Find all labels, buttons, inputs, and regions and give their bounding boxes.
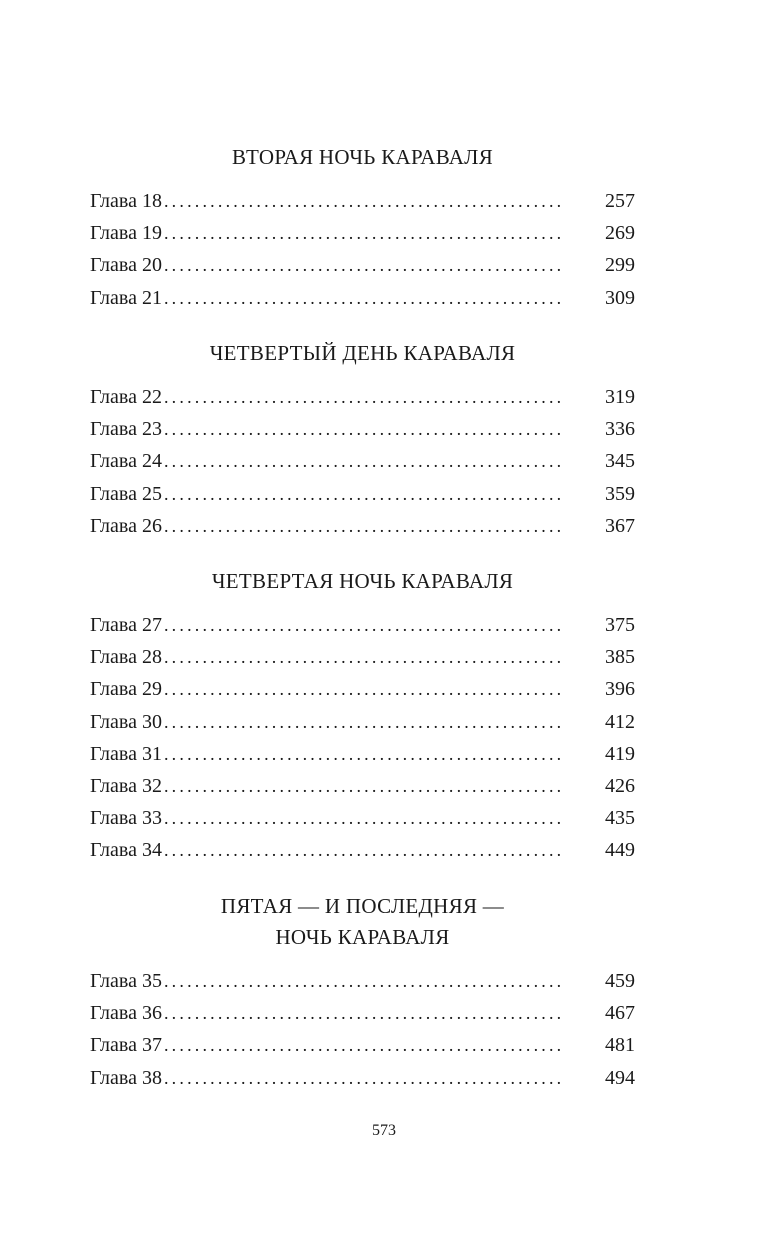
toc-entry	[90, 965, 635, 997]
dot-leader	[164, 997, 565, 1029]
chapter-label: Глава 18	[90, 190, 162, 212]
toc-entry	[90, 641, 635, 673]
section-title	[90, 891, 635, 953]
toc-entry	[90, 997, 635, 1029]
dot-leader	[164, 770, 565, 802]
dot-leader	[164, 478, 565, 510]
chapter-label: Глава 30	[90, 710, 162, 733]
dot-leader	[164, 965, 565, 997]
chapter-label: Глава 36	[90, 1002, 162, 1025]
page-number: 467	[605, 1002, 635, 1025]
chapter-label: Глава 19	[90, 222, 162, 245]
dot-leader	[164, 834, 565, 866]
page-number: 396	[605, 678, 635, 701]
page-number: 345	[605, 450, 635, 473]
page-number: 419	[605, 742, 635, 765]
page-number: 359	[605, 482, 635, 505]
toc-entry	[90, 738, 635, 770]
section-title	[90, 142, 635, 173]
page-number: 336	[605, 418, 635, 441]
chapter-label: Глава 21	[90, 286, 162, 309]
page-number: 494	[605, 1066, 635, 1089]
dot-leader	[164, 445, 565, 477]
page-number: 375	[605, 614, 635, 636]
page-number: 435	[605, 807, 635, 830]
chapter-label: Глава 33	[90, 807, 162, 830]
page-number: 319	[605, 386, 635, 408]
chapter-label: Глава 29	[90, 678, 162, 701]
page-number: 269	[605, 222, 635, 245]
chapter-label: Глава 22	[90, 386, 162, 408]
toc-entry	[90, 217, 635, 249]
page-number: 367	[605, 514, 635, 537]
page-number: 309	[605, 286, 635, 309]
section-title-line: ПЯТАЯ — И ПОСЛЕДНЯЯ —	[220, 894, 505, 918]
dot-leader	[164, 673, 565, 705]
dot-leader	[164, 381, 565, 413]
chapter-label: Глава 37	[90, 1034, 162, 1057]
toc-entry	[90, 770, 635, 802]
dot-leader	[164, 413, 565, 445]
dot-leader	[164, 1029, 565, 1061]
dot-leader	[164, 609, 565, 641]
toc-entry	[90, 673, 635, 705]
page-number: 481	[605, 1034, 635, 1057]
toc-entry	[90, 1062, 635, 1094]
toc-section-fifth-night	[90, 891, 635, 1094]
chapter-label: Глава 28	[90, 646, 162, 669]
toc-entry	[90, 1029, 635, 1061]
dot-leader	[164, 249, 565, 281]
page-number: 299	[605, 254, 635, 277]
page-number: 257	[605, 190, 635, 212]
section-title-line: ЧЕТВЕРТАЯ НОЧЬ КАРАВАЛЯ	[211, 569, 514, 593]
chapter-label: Глава 34	[90, 839, 162, 862]
section-title-line: ВТОРАЯ НОЧЬ КАРАВАЛЯ	[231, 145, 494, 169]
page-number: 449	[605, 839, 635, 862]
toc-section-fourth-day	[90, 338, 635, 542]
section-title-line: ЧЕТВЕРТЫЙ ДЕНЬ КАРАВАЛЯ	[209, 341, 516, 365]
toc-entry	[90, 834, 635, 866]
chapter-label: Глава 20	[90, 254, 162, 277]
page-number: 412	[605, 710, 635, 733]
dot-leader	[164, 738, 565, 770]
section-title	[90, 338, 635, 369]
toc-section-second-night	[90, 142, 635, 314]
toc-entry	[90, 185, 635, 217]
page-number: 459	[605, 970, 635, 992]
chapter-label: Глава 38	[90, 1066, 162, 1089]
chapter-label: Глава 35	[90, 970, 162, 992]
toc-entry	[90, 802, 635, 834]
section-title-line: НОЧЬ КАРАВАЛЯ	[275, 925, 450, 949]
page-number: 426	[605, 774, 635, 797]
page-number: 385	[605, 646, 635, 669]
dot-leader	[164, 185, 565, 217]
dot-leader	[164, 217, 565, 249]
dot-leader	[164, 282, 565, 314]
chapter-label: Глава 27	[90, 614, 162, 636]
chapter-label: Глава 25	[90, 482, 162, 505]
dot-leader	[164, 802, 565, 834]
toc-entry	[90, 282, 635, 314]
toc-entry	[90, 445, 635, 477]
chapter-label: Глава 23	[90, 418, 162, 441]
toc-entry	[90, 706, 635, 738]
dot-leader	[164, 1062, 565, 1094]
toc-entry	[90, 609, 635, 641]
dot-leader	[164, 706, 565, 738]
toc-entry	[90, 478, 635, 510]
toc-entry	[90, 510, 635, 542]
toc-entry	[90, 249, 635, 281]
toc-entry	[90, 381, 635, 413]
chapter-label: Глава 32	[90, 774, 162, 797]
section-title	[90, 566, 635, 597]
toc-section-fourth-night	[90, 566, 635, 867]
dot-leader	[164, 641, 565, 673]
toc-entry	[90, 413, 635, 445]
chapter-label: Глава 24	[90, 450, 162, 473]
folio-page-number: 573	[372, 1122, 396, 1139]
dot-leader	[164, 510, 565, 542]
chapter-label: Глава 31	[90, 742, 162, 765]
chapter-label: Глава 26	[90, 514, 162, 537]
